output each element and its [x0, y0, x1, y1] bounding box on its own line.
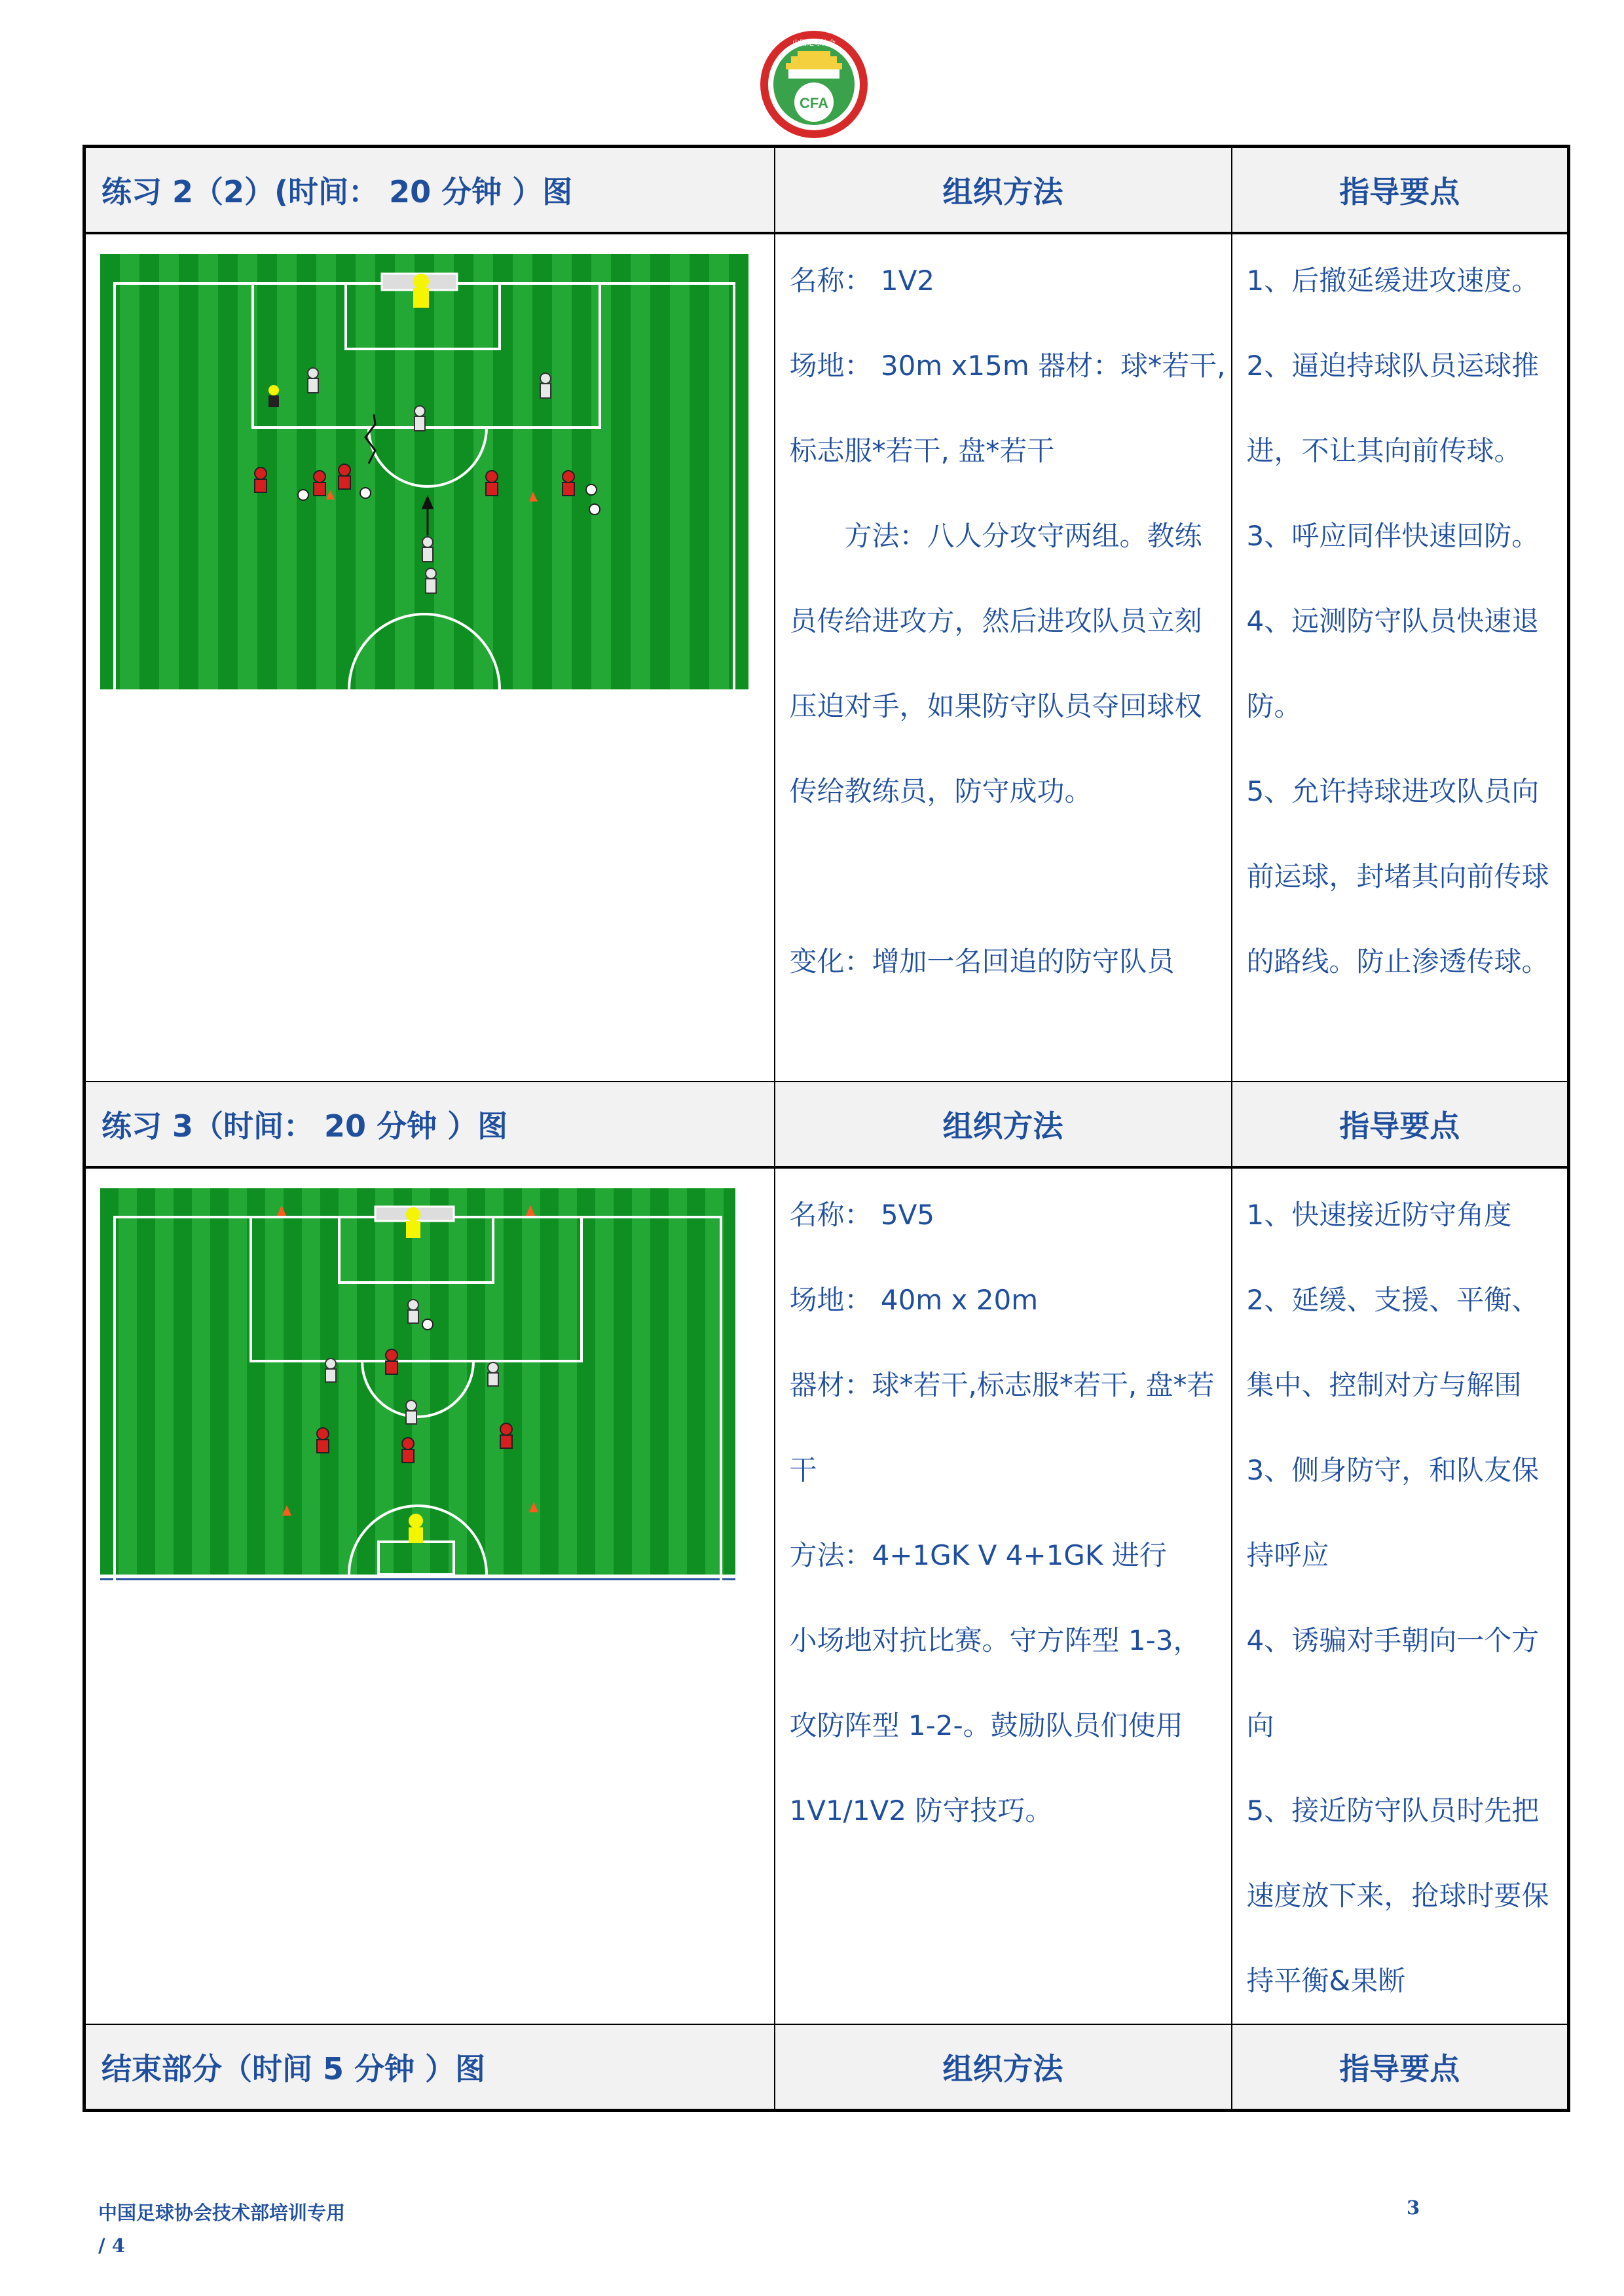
method-line: 场地： 30m x15m 器材：球*若干,: [789, 350, 1226, 382]
player-white: [406, 1400, 416, 1424]
player-red: [317, 1428, 329, 1453]
points-column-header: 指导要点: [1232, 1082, 1569, 1167]
player-white: [408, 1300, 418, 1323]
ball: [360, 488, 371, 498]
method-line: 员传给进攻方，然后进攻队员立刻: [789, 605, 1202, 637]
method-line: 1V1/1V2 防守技巧。: [789, 1795, 1053, 1827]
section-title: 练习 3（时间： 20 分钟 ）图: [84, 1082, 775, 1167]
points-cell: [1232, 233, 1569, 1082]
method-line: 场地： 40m x 20m: [789, 1284, 1039, 1316]
method-line: 攻防阵型 1-2-。鼓励队员们使用: [789, 1709, 1183, 1741]
player-red: [402, 1438, 414, 1463]
method-cell: [775, 233, 1232, 1082]
player-defender: [540, 373, 551, 398]
footer-org: 中国足球协会技术部培训专用: [98, 2202, 346, 2224]
method-column-header: 组织方法: [775, 2024, 1232, 2111]
method-line: 方法：八人分攻守两组。教练: [844, 520, 1202, 552]
svg-text:中国足球协会: 中国足球协会: [792, 39, 836, 47]
points-column-header: 指导要点: [1232, 147, 1569, 234]
point-line: 集中、控制对方与解围: [1246, 1369, 1522, 1401]
player-red: [386, 1349, 397, 1374]
player-attacker: [563, 471, 574, 496]
player-defender: [415, 406, 425, 431]
drill-diagram-1v2: [100, 254, 748, 689]
goalkeeper-top: [406, 1207, 420, 1222]
player-defender: [308, 368, 318, 393]
ball: [586, 484, 597, 495]
method-line: 变化：增加一名回追的防守队员: [789, 945, 1175, 977]
ball: [422, 1319, 433, 1330]
point-line: 速度放下来，抢球时要保: [1246, 1880, 1549, 1912]
point-line: 4、诱骗对手朝向一个方: [1246, 1624, 1540, 1656]
coach-marker: [268, 385, 279, 407]
section-header-row: [84, 1082, 1569, 1167]
drill-diagram-5v5: [100, 1188, 735, 1581]
player-red: [500, 1423, 512, 1448]
point-line: 的路线。防止渗透传球。: [1246, 945, 1549, 977]
section-body-row: [84, 233, 1569, 1082]
player-white: [488, 1362, 498, 1386]
method-line: 压迫对手，如果防守队员夺回球权: [789, 690, 1202, 722]
point-line: 1、后撤延缓进攻速度。: [1246, 264, 1540, 297]
page-number: 3: [1407, 2196, 1420, 2219]
point-line: 前运球，封堵其向前传球: [1246, 860, 1549, 892]
section-title: 结束部分（时间 5 分钟 ）图: [84, 2024, 775, 2111]
ball: [298, 490, 308, 500]
point-line: 3、呼应同伴快速回防。: [1246, 520, 1540, 552]
footer: [98, 2196, 345, 2262]
footer-page-total: / 4: [98, 2234, 125, 2257]
section-title: 练习 2（2）(时间： 20 分钟 ）图: [84, 147, 775, 234]
points-column-header: 指导要点: [1232, 2024, 1569, 2111]
point-line: 1、快速接近防守角度: [1246, 1199, 1512, 1231]
training-plan-table: [83, 145, 1570, 2112]
section-header-row: [84, 2024, 1569, 2111]
method-line: 方法：4+1GK V 4+1GK 进行: [789, 1539, 1167, 1571]
point-line: 2、逼迫持球队员运球推: [1246, 350, 1540, 382]
player-defender: [426, 568, 436, 593]
point-line: 持呼应: [1246, 1539, 1329, 1571]
method-cell: [775, 1167, 1232, 2024]
player-attacker: [486, 471, 498, 496]
player-attacker: [255, 467, 267, 492]
player-attacker: [314, 471, 325, 496]
section-body-row: [84, 1167, 1569, 2024]
cfa-logo: [752, 29, 876, 140]
point-line: 进，不让其向前传球。: [1246, 435, 1522, 467]
point-line: 5、接近防守队员时先把: [1246, 1795, 1540, 1827]
ball: [589, 504, 600, 515]
drill-diagram-cell: [84, 233, 775, 1082]
point-line: 防。: [1246, 690, 1302, 722]
method-line: [790, 834, 1218, 919]
method-line: 名称： 1V2: [789, 264, 935, 297]
method-line: 器材：球*若干,标志服*若干, 盘*若: [789, 1369, 1215, 1401]
point-line: 3、侧身防守，和队友保: [1246, 1454, 1540, 1486]
method-line: 小场地对抗比赛。守方阵型 1-3，: [789, 1624, 1201, 1656]
goalkeeper-bottom: [409, 1514, 423, 1528]
point-line: 5、允许持球进攻队员向: [1246, 775, 1540, 807]
method-line: 名称： 5V5: [789, 1199, 935, 1231]
svg-text:CFA: CFA: [800, 95, 828, 111]
points-cell: [1232, 1167, 1569, 2024]
player-white: [325, 1358, 336, 1382]
player-attacker: [339, 464, 350, 489]
section-header-row: [84, 147, 1569, 234]
method-line: 干: [789, 1454, 817, 1486]
method-line: 标志服*若干, 盘*若干: [789, 435, 1055, 467]
point-line: 持平衡&果断: [1246, 1965, 1406, 1997]
point-line: 向: [1246, 1709, 1274, 1741]
method-column-header: 组织方法: [775, 1082, 1232, 1167]
player-goalkeeper: [413, 274, 429, 308]
player-defender: [422, 537, 433, 562]
point-line: 2、延缓、支援、平衡、: [1246, 1284, 1540, 1316]
method-column-header: 组织方法: [775, 147, 1232, 234]
drill-diagram-cell: [84, 1167, 775, 2024]
method-line: 传给教练员，防守成功。: [789, 775, 1092, 807]
point-line: 4、远测防守队员快速退: [1246, 605, 1540, 637]
